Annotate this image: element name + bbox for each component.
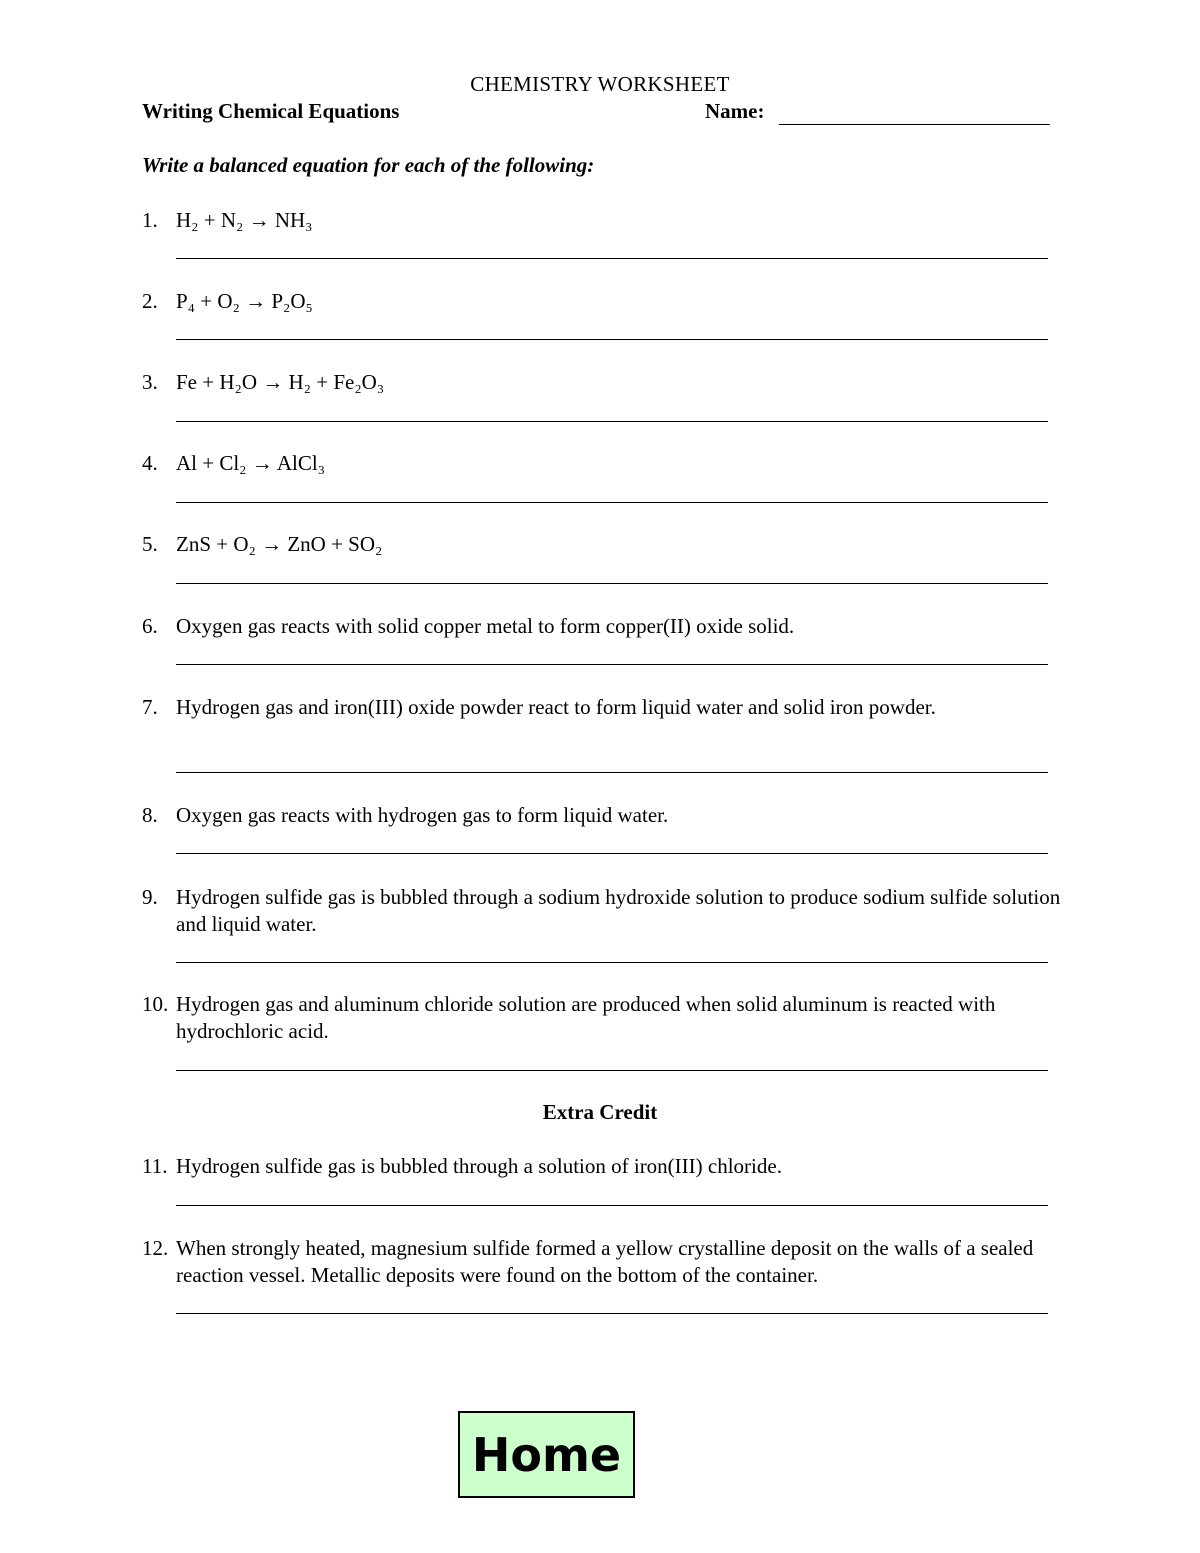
question-number: 3. [142,370,158,394]
answer-line-6[interactable] [176,664,1048,665]
question-11 [142,1153,1062,1180]
question-text: Oxygen gas reacts with solid copper metal to form copper(II) oxide solid. [176,614,795,638]
name-field-line[interactable] [779,124,1050,125]
answer-line-10[interactable] [176,1070,1048,1071]
question-number: 4. [142,451,158,475]
answer-line-12[interactable] [176,1313,1048,1314]
question-number: 6. [142,614,158,638]
answer-line-7[interactable] [176,772,1048,773]
question-2 [142,288,1062,315]
question-number: 5. [142,532,158,556]
question-8 [142,802,1062,829]
question-6 [142,613,1062,640]
question-text: Oxygen gas reacts with hydrogen gas to form liquid water. [176,803,669,827]
worksheet-title: CHEMISTRY WORKSHEET [470,72,730,96]
answer-line-1[interactable] [176,258,1048,259]
question-text: H₂ + N₂ → NH₃ [176,208,313,232]
answer-line-11[interactable] [176,1205,1048,1206]
question-text: When strongly heated, magnesium sulfide formed a yellow crystalline deposit on the walls of a sealed reaction vessel. Metallic deposits were found on the bottom of the container. [176,1236,1034,1287]
question-number: 7. [142,695,158,719]
answer-line-3[interactable] [176,421,1048,422]
question-text: Hydrogen sulfide gas is bubbled through a solution of iron(III) chloride. [176,1154,782,1178]
extra-credit-heading: Extra Credit [542,1100,658,1124]
question-text: ZnS + O₂ → ZnO + SO₂ [176,532,383,556]
question-7 [142,694,1062,721]
question-3 [142,369,1062,396]
question-5 [142,531,1062,558]
question-number: 12. [142,1236,169,1260]
answer-line-2[interactable] [176,339,1048,340]
question-number: 1. [142,208,158,232]
question-text: Hydrogen gas and aluminum chloride solution are produced when solid aluminum is reacted with hydrochloric acid. [176,992,996,1043]
answer-line-8[interactable] [176,853,1048,854]
question-number: 9. [142,885,158,909]
question-text: Fe + H₂O → H₂ + Fe₂O₃ [176,370,385,394]
question-number: 10. [142,992,169,1016]
question-number: 11. [142,1154,168,1178]
question-number: 2. [142,289,158,313]
question-9 [142,884,1062,938]
question-12 [142,1235,1062,1289]
question-text: Al + Cl₂ → AlCl₃ [176,451,326,475]
question-10 [142,991,1062,1045]
home-button[interactable]: Home [458,1411,635,1498]
answer-line-5[interactable] [176,583,1048,584]
question-1 [142,207,1062,234]
name-label: Name: [705,99,765,123]
question-number: 8. [142,803,158,827]
worksheet-subtitle: Writing Chemical Equations [142,99,400,123]
answer-line-9[interactable] [176,962,1048,963]
question-4 [142,450,1062,477]
question-text: Hydrogen gas and iron(III) oxide powder react to form liquid water and solid iron powder. [176,695,936,719]
question-text: Hydrogen sulfide gas is bubbled through a sodium hydroxide solution to produce sodium sulfide solution and liquid water. [176,885,1061,936]
instructions: Write a balanced equation for each of the following: [142,153,595,177]
answer-line-4[interactable] [176,502,1048,503]
question-text: P₄ + O₂ → P₂O₅ [176,289,313,313]
